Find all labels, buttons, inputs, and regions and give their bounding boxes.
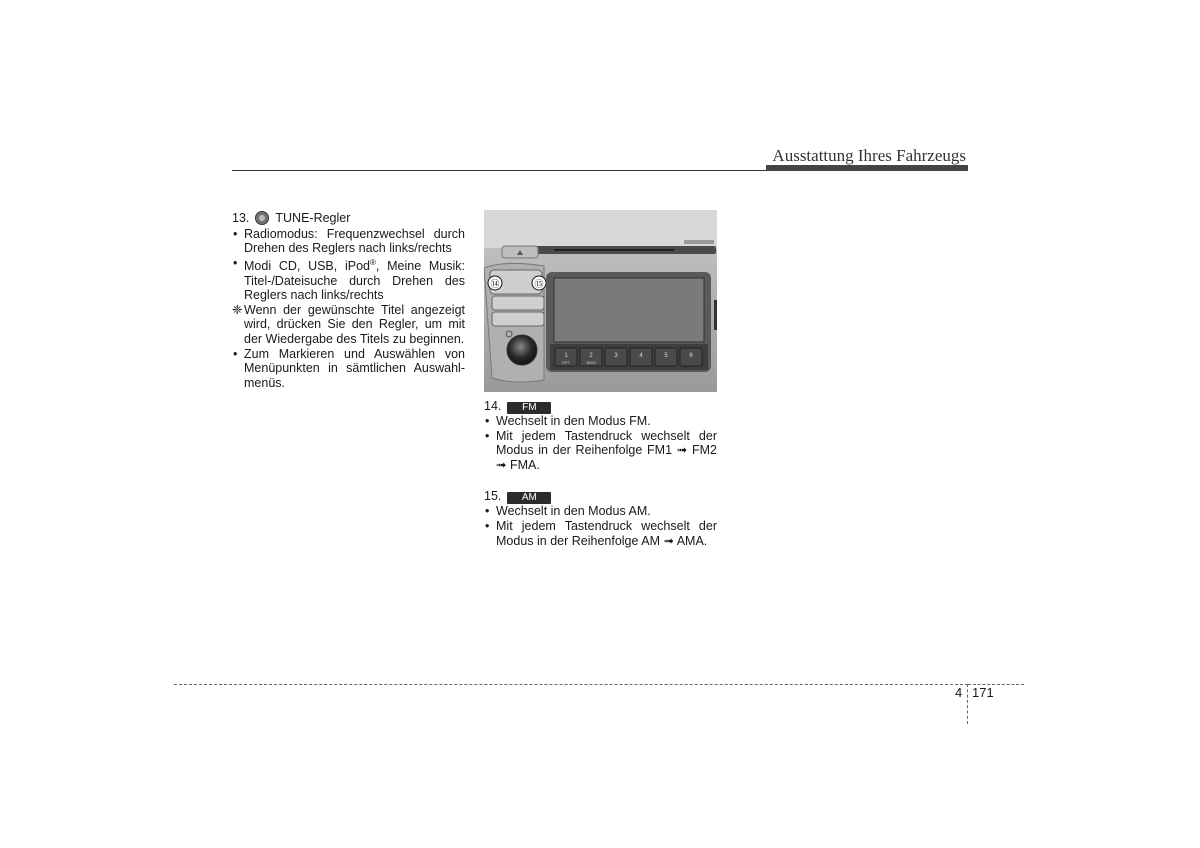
header-rule-accent (766, 165, 968, 171)
list-item: • Wechselt in den Modus AM. (484, 504, 717, 519)
item-13-number: 13. (232, 211, 250, 225)
preset-2-sublabel: RDM (586, 360, 596, 365)
preset-5-label: 5 (664, 353, 668, 359)
left-column (232, 211, 465, 390)
preset-3-label: 3 (614, 353, 618, 359)
registered-mark: ® (370, 257, 376, 267)
footer-rule (174, 684, 968, 685)
chapter-number: 4 (955, 685, 963, 700)
radio-unit-photo (484, 210, 717, 392)
section-title: Ausstattung Ihres Fahrzeugs (772, 146, 966, 165)
item-15-number: 15. (484, 489, 502, 504)
list-item-text: , Meine Musik: Titel-/Dateisuche durch Drehen des Reglers nach links/rechts (244, 258, 465, 303)
note-item (232, 303, 465, 347)
item-14-heading (484, 399, 717, 414)
preset-4-label: 4 (639, 353, 643, 359)
item-13-label: TUNE-Regler (275, 211, 351, 225)
note-icon: ❈ (232, 302, 243, 317)
preset-1-label: 1 (564, 353, 568, 359)
item-15-heading (484, 489, 717, 504)
list-item: • Zum Markieren und Auswählen von Menüpunkten in sämtlichen Auswahlmenüs. (232, 347, 465, 391)
preset-6-label: 6 (689, 353, 693, 359)
list-item: • Radiomodus: Frequenzwechsel durch Drehen des Reglers nach links/rechts (232, 227, 465, 256)
preset-2-label: 2 (589, 353, 593, 359)
list-item (232, 256, 465, 303)
note-text: Wenn der gewünschte Titel angezeigt wird, drücken Sie den Regler, um mit der Wiedergabe des Titels zu beginnen. (244, 302, 465, 346)
list-item: • Mit jedem Tastendruck wechselt der Modus in der Reihenfolge FM1 ➟ FM2 ➟ FMA. (484, 429, 717, 473)
am-button-badge: AM (507, 492, 551, 504)
preset-1-sublabel: RPT (562, 360, 570, 365)
tune-knob-icon (255, 211, 269, 225)
callout-14: ⑭ (490, 279, 500, 289)
page-number: 171 (972, 685, 994, 700)
item-13-heading (232, 211, 465, 226)
list-item: • Wechselt in den Modus FM. (484, 414, 717, 429)
callout-15: ⑮ (534, 279, 544, 289)
footer-separator (967, 684, 968, 724)
list-item: • Mit jedem Tastendruck wechselt der Modus in der Reihenfolge AM ➟ AMA. (484, 519, 717, 548)
item-14-number: 14. (484, 399, 502, 413)
list-item-text: Modi CD, USB, iPod (244, 258, 370, 273)
mid-column (484, 399, 717, 548)
fm-button-badge: FM (507, 402, 551, 414)
